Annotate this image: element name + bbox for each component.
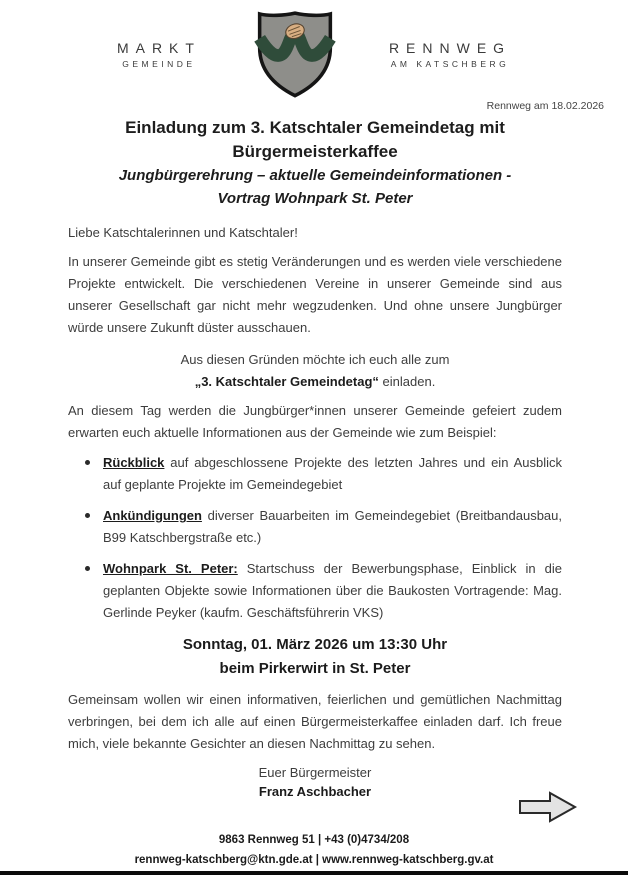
letter-subtitle [68, 164, 562, 210]
date-line: Rennweg am 18.02.2026 [486, 100, 604, 112]
list-item-ankuendigungen [68, 505, 562, 549]
brand-markt-gemeinde [117, 40, 201, 69]
brand-rennweg-label: RENNWEG [388, 39, 512, 56]
signature-role: Euer Bürgermeister [258, 765, 372, 780]
bullet-icon [85, 513, 90, 518]
subtitle-line-2: Vortrag Wohnpark St. Peter [217, 190, 413, 207]
paragraph-closing: Gemeinsam wollen wir einen informativen, feierlichen und gemütlichen Nachmittag verbringen, bei dem ich alle auf einen Bürgermeisterkaffee einladen darf. Ich freue mich, viele bekannte Gesichter an diesen Nachmittag zu sehen. [68, 692, 562, 751]
bullet-text: diverser Bauarbeiten im Gemeindegebiet (Breitbandausbau, B99 Katschbergstraße etc.) [103, 508, 562, 545]
topics-list [68, 452, 562, 624]
brand-katschberg-label: AM KATSCHBERG [390, 58, 510, 69]
list-item-wohnpark [68, 558, 562, 624]
event-name-bold: „3. Katschtaler Gemeindetag“ [194, 374, 379, 389]
brand-markt-label: MARKT [116, 39, 201, 56]
signature-name: Franz Aschbacher [258, 784, 372, 799]
coat-of-arms-icon [247, 10, 343, 98]
signature-block [68, 763, 562, 801]
brand-rennweg [389, 40, 511, 69]
footer-contact [0, 830, 628, 870]
letter-body [0, 116, 628, 801]
bullet-lead: Ankündigungen [103, 508, 202, 523]
event-location: beim Pirkerwirt in St. Peter [219, 660, 411, 677]
invitation-line-2 [68, 371, 562, 393]
bullet-lead: Wohnpark St. Peter: [103, 561, 238, 576]
letter-title [68, 116, 562, 164]
invitation-line [68, 349, 562, 393]
bullet-icon [85, 566, 90, 571]
bullet-text: Startschuss der Bewerbungsphase, Einblick in die geplanten Objekte sowie Informationen über die Baukosten Vortragende: Mag. Gerlinde Peyker (kaufm. Geschäftsführerin VKS) [103, 561, 562, 620]
bullet-icon [85, 460, 90, 465]
bullet-text: auf abgeschlossene Projekte des letzten Jahres und ein Ausblick auf geplante Projekte im Gemeindegebiet [103, 455, 562, 492]
list-item-rueckblick [68, 452, 562, 496]
subtitle-line-1: Jungbürgerehrung – aktuelle Gemeindeinformationen - [118, 167, 512, 184]
event-date-location [68, 633, 562, 681]
title-line-2: Bürgermeisterkaffee [232, 142, 398, 161]
title-line-1: Einladung zum 3. Katschtaler Gemeindetag mit [125, 118, 505, 137]
paragraph-program: An diesem Tag werden die Jungbürger*innen unserer Gemeinde gefeiert zudem erwarten euch aktuelle Informationen aus der Gemeinde wie zum Beispiel: [68, 403, 562, 440]
brand-gemeinde-label: GEMEINDE [122, 58, 196, 69]
invitation-line-2-rest: einladen. [378, 374, 436, 389]
letterhead [0, 0, 628, 98]
footer-email-web: rennweg-katschberg@ktn.gde.at | www.rennweg-katschberg.gv.at [134, 854, 494, 866]
bottom-rule [0, 871, 628, 875]
paragraph-intro: In unserer Gemeinde gibt es stetig Veränderungen und es werden viele verschiedene Projekte entwickelt. Die verschiedenen Vereine in unserer Gemeinde sind aus unserer Gesellschaft gar nicht mehr wegzudenken. Und ohne unsere Jungbürger würde unsere Zukunft düster ausschauen. [68, 254, 562, 335]
page-turn-arrow-icon [518, 791, 578, 828]
event-date: Sonntag, 01. März 2026 um 13:30 Uhr [182, 636, 448, 653]
bullet-lead: Rückblick [103, 455, 165, 470]
salutation: Liebe Katschtalerinnen und Katschtaler! [68, 225, 298, 240]
footer-address-phone: 9863 Rennweg 51 | +43 (0)4734/208 [218, 834, 410, 846]
invitation-line-1: Aus diesen Gründen möchte ich euch alle zum [180, 352, 450, 367]
